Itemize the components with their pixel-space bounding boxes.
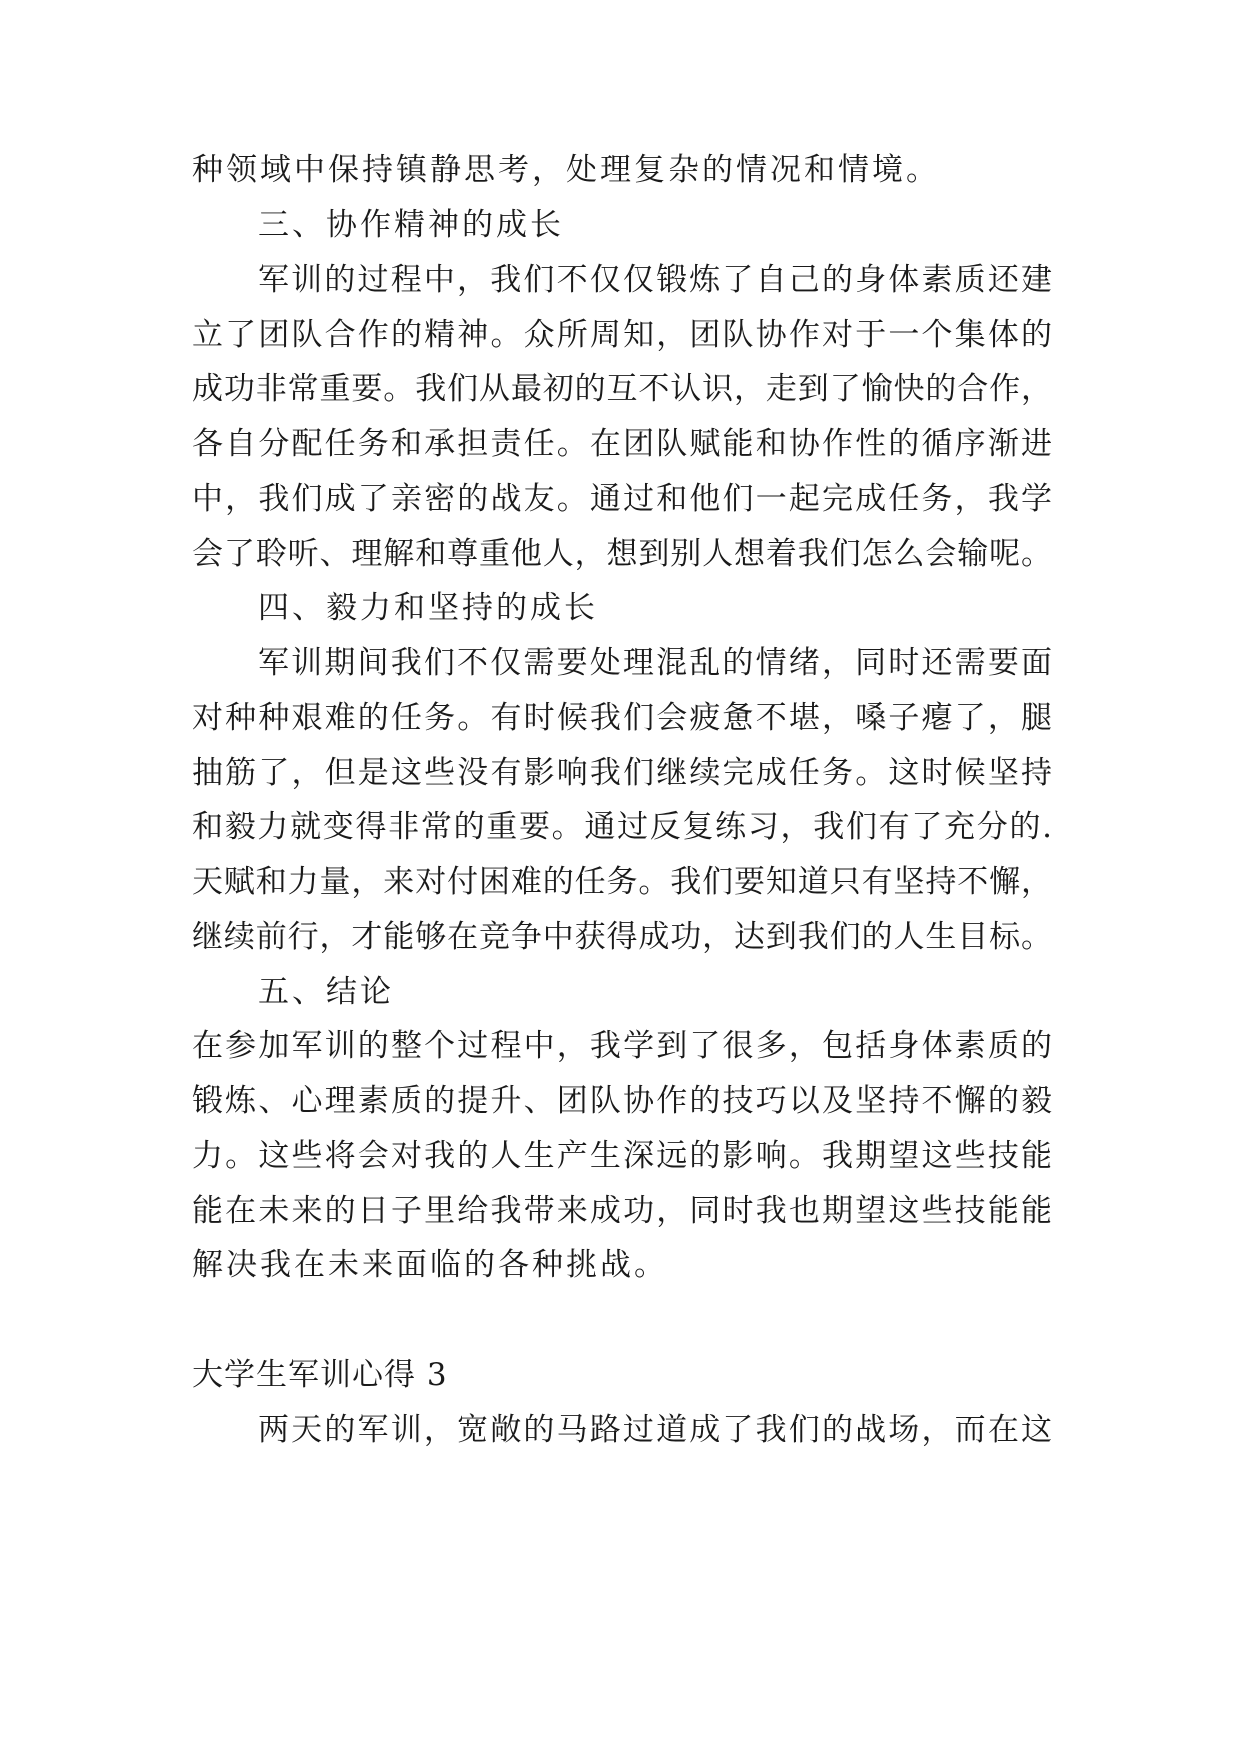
section-heading-conclusion: 五、结论 [258, 974, 394, 1010]
paragraph-line: 和毅力就变得非常的重要。通过反复练习，我们有了充分的. [192, 809, 1052, 845]
paragraph-line: 成功非常重要。我们从最初的互不认识，走到了愉快的合作， [192, 371, 1052, 407]
paragraph-line: 会了聆听、理解和尊重他人，想到别人想着我们怎么会输呢。 [192, 536, 1052, 572]
paragraph-line: 继续前行，才能够在竞争中获得成功，达到我们的人生目标。 [192, 919, 1052, 955]
section-heading-perseverance: 四、毅力和坚持的成长 [258, 590, 598, 626]
paragraph-line: 在参加军训的整个过程中，我学到了很多，包括身体素质的 [192, 1028, 1052, 1064]
paragraph-line: 军训期间我们不仅需要处理混乱的情绪，同时还需要面 [258, 645, 1052, 681]
paragraph-line: 中，我们成了亲密的战友。通过和他们一起完成任务，我学 [192, 481, 1052, 517]
article-title: 大学生军训心得 3 [192, 1357, 448, 1393]
paragraph-line: 各自分配任务和承担责任。在团队赋能和协作性的循序渐进 [192, 426, 1052, 462]
paragraph-line: 抽筋了，但是这些没有影响我们继续完成任务。这时候坚持 [192, 755, 1052, 791]
paragraph-line: 锻炼、心理素质的提升、团队协作的技巧以及坚持不懈的毅 [192, 1083, 1052, 1119]
paragraph-line: 解决我在未来面临的各种挑战。 [192, 1247, 668, 1283]
paragraph-line: 军训的过程中，我们不仅仅锻炼了自己的身体素质还建 [258, 262, 1052, 298]
paragraph-line: 力。这些将会对我的人生产生深远的影响。我期望这些技能 [192, 1138, 1052, 1174]
paragraph-line: 两天的军训，宽敞的马路过道成了我们的战场，而在这 [258, 1412, 1052, 1448]
paragraph-line: 能在未来的日子里给我带来成功，同时我也期望这些技能能 [192, 1193, 1052, 1229]
section-heading-teamwork: 三、协作精神的成长 [258, 207, 564, 243]
paragraph-line: 种领域中保持镇静思考，处理复杂的情况和情境。 [192, 152, 940, 188]
paragraph-line: 天赋和力量，来对付困难的任务。我们要知道只有坚持不懈， [192, 864, 1052, 900]
paragraph-line: 立了团队合作的精神。众所周知，团队协作对于一个集体的 [192, 317, 1052, 353]
paragraph-line: 对种种艰难的任务。有时候我们会疲惫不堪，嗓子瘪了，腿 [192, 700, 1052, 736]
